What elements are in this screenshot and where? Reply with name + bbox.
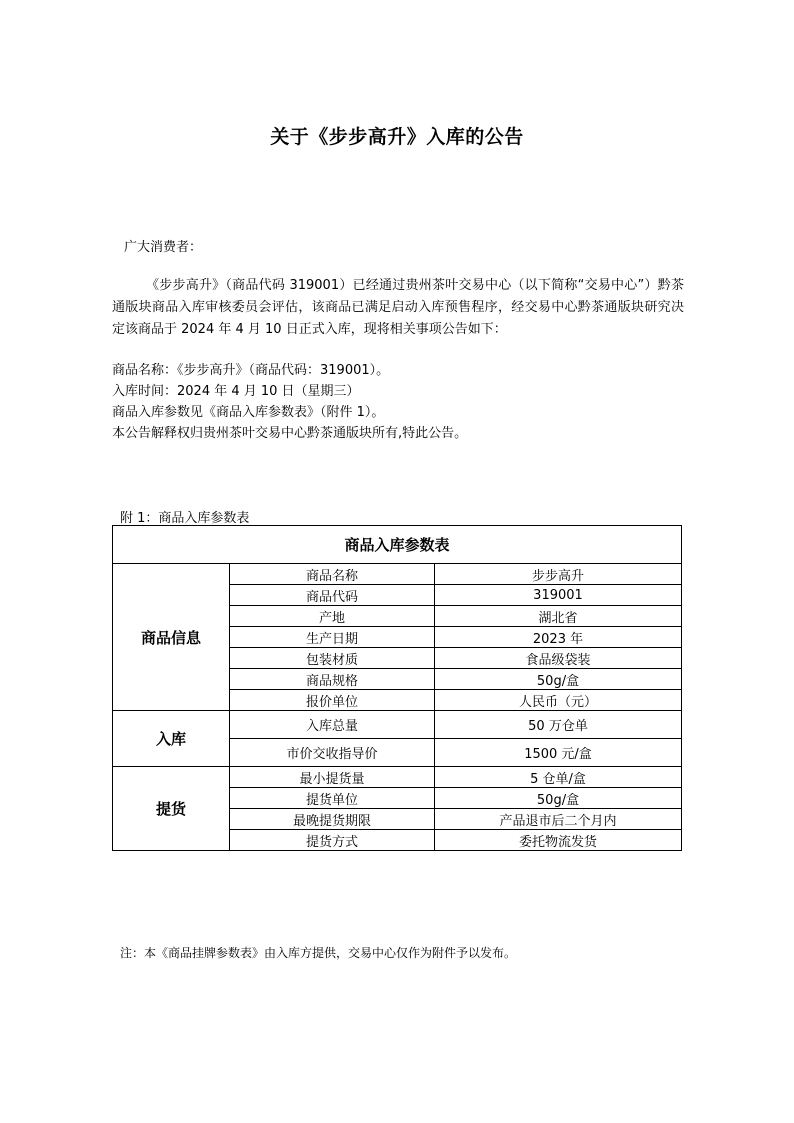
document-title: 关于《步步高升》入库的公告 <box>270 126 524 148</box>
param-value: 人民币（元） <box>435 690 682 711</box>
item-interpretation: 本公告解释权归贵州茶叶交易中心黔茶通版块所有,特此公告。 <box>112 426 468 441</box>
group-label: 提货 <box>113 767 230 851</box>
param-key: 最晚提货期限 <box>230 809 435 830</box>
param-value: 50g/盒 <box>435 788 682 809</box>
param-value: 5 仓单/盒 <box>435 767 682 788</box>
param-key: 提货方式 <box>230 830 435 851</box>
param-key: 包装材质 <box>230 648 435 669</box>
param-key: 入库总量 <box>230 711 435 739</box>
param-key: 市价交收指导价 <box>230 739 435 767</box>
group-label: 商品信息 <box>113 564 230 711</box>
param-value: 食品级袋装 <box>435 648 682 669</box>
table-row <box>113 564 682 585</box>
param-value: 委托物流发货 <box>435 830 682 851</box>
param-key: 最小提货量 <box>230 767 435 788</box>
table-row <box>113 767 682 788</box>
table-title: 商品入库参数表 <box>113 526 682 564</box>
item-params-ref: 商品入库参数见《商品入库参数表》（附件 1）。 <box>112 405 385 420</box>
param-key: 商品规格 <box>230 669 435 690</box>
param-key: 商品名称 <box>230 564 435 585</box>
param-key: 提货单位 <box>230 788 435 809</box>
table-header-row <box>113 526 682 564</box>
attachment-label: 附 1：商品入库参数表 <box>120 511 250 526</box>
table-row <box>113 711 682 739</box>
params-table <box>112 525 682 851</box>
paragraph-line: 《步步高升》（商品代码 319001）已经通过贵州茶叶交易中心（以下简称“交易中心”） <box>146 278 658 293</box>
param-value: 50 万仓单 <box>435 711 682 739</box>
item-listing-time: 入库时间：2024 年 4 月 10 日（星期三） <box>112 384 360 399</box>
item-product-name: 商品名称：《步步高升》（商品代码：319001）。 <box>112 363 390 378</box>
param-value: 319001 <box>435 585 682 606</box>
greeting: 广大消费者： <box>124 240 203 255</box>
paragraph-line: 版块研究决定该商品于 2024 年 4 月 10 日正式入库，现将相关事项公告如下： <box>112 300 684 337</box>
announcement-items <box>112 360 692 444</box>
footnote: 注：本《商品挂牌参数表》由入库方提供，交易中心仅作为附件予以发布。 <box>120 946 517 960</box>
param-key: 产地 <box>230 606 435 627</box>
param-key: 报价单位 <box>230 690 435 711</box>
param-value: 产品退市后二个月内 <box>435 809 682 830</box>
param-value: 步步高升 <box>435 564 682 585</box>
paragraph-line: 黔茶通版块商品入库审核委员会评估，该商品已满足启动入库预售程序，经交易中心黔茶通 <box>112 278 684 315</box>
param-value: 50g/盒 <box>435 669 682 690</box>
param-value: 湖北省 <box>435 606 682 627</box>
param-key: 商品代码 <box>230 585 435 606</box>
param-value: 2023 年 <box>435 627 682 648</box>
param-key: 生产日期 <box>230 627 435 648</box>
announcement-paragraph <box>112 275 684 341</box>
group-label: 入库 <box>113 711 230 767</box>
param-value: 1500 元/盒 <box>435 739 682 767</box>
